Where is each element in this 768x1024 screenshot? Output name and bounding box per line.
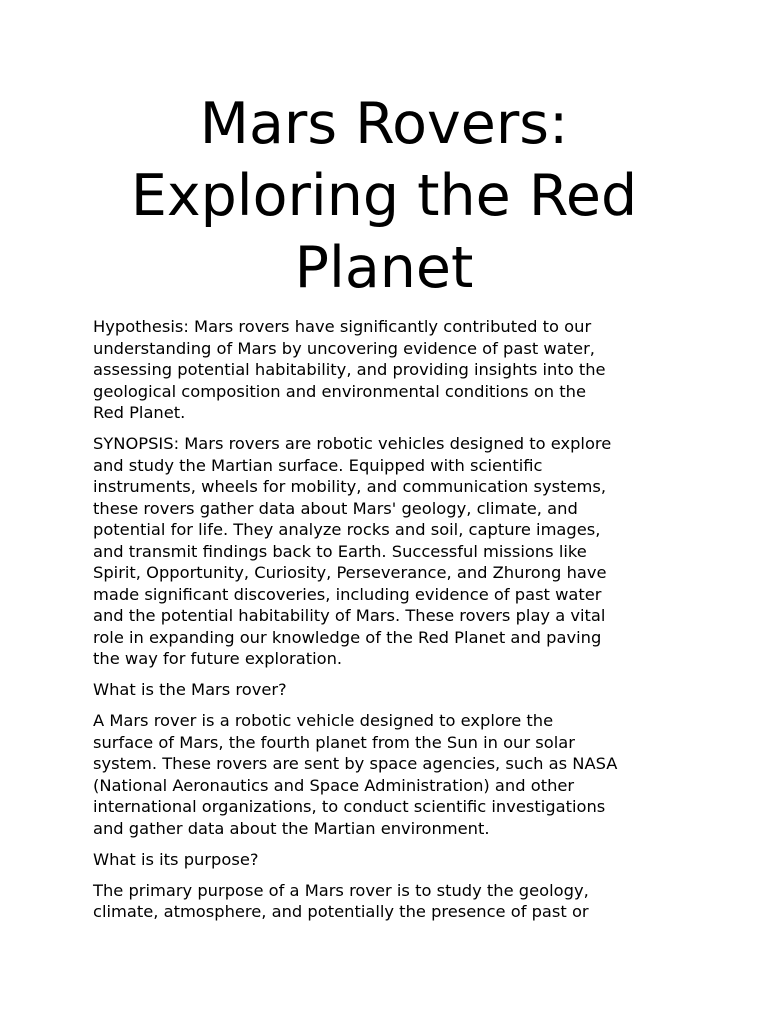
- page-title: Mars Rovers: Exploring the Red Planet: [130, 91, 638, 301]
- question-what-is-mars-rover: What is the Mars rover?: [93, 680, 287, 699]
- document-body: [93, 316, 679, 932]
- question-purpose: What is its purpose?: [93, 849, 259, 869]
- hypothesis-paragraph: Hypothesis: Mars rovers have significantly contributed to our understanding of Mars by uncovering evidence of past water, assessing potential habitability, and providing insights into the geological composition and environmental conditions on the Red Planet.: [93, 317, 606, 422]
- synopsis-paragraph: SYNOPSIS: Mars rovers are robotic vehicles designed to explore and study the Martian surface. Equipped with scientific instruments, wheels for mobility, and communication systems, these rovers gather data about Mars' geology, climate, and potential for life. They analyze rocks and soil, capture images, and transmit findings back to Earth. Successful missions like Spirit, Opportunity, Curiosity, Perseverance, and Zhurong have made significant discoveries, including evidence of past water and the potential habitability of Mars. These rovers play a vital role in expanding our knowledge of the Red Planet and paving the way for future exploration.: [93, 434, 612, 668]
- answer-what-is-mars-rover: A Mars rover is a robotic vehicle designed to explore the surface of Mars, the fourth planet from the Sun in our solar system. These rovers are sent by space agencies, such as NASA (National Aeronautics and Space Administration) and other international organizations, to conduct scientific investigations and gather data about the Martian environment.: [93, 711, 618, 838]
- answer-purpose: The primary purpose of a Mars rover is to study the geology, climate, atmosphere, and potentially the presence of past or: [93, 880, 589, 921]
